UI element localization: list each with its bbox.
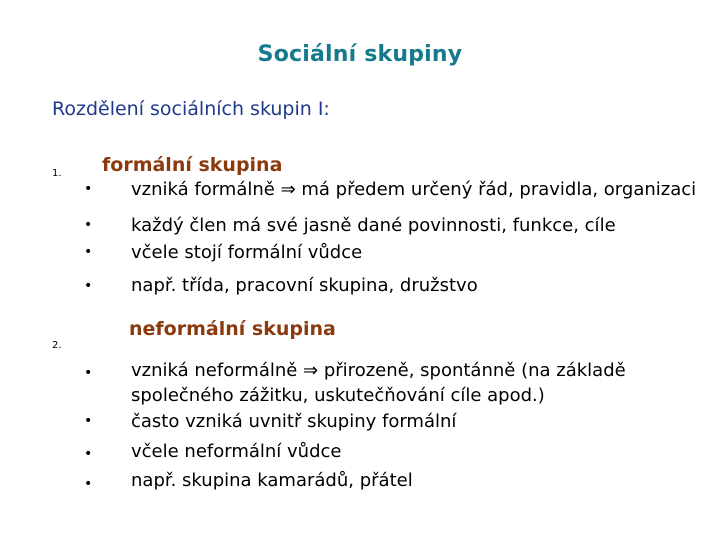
section-heading: neformální skupina <box>129 318 336 340</box>
list-item: včele neformální vůdce <box>131 441 342 462</box>
bullet-icon: • <box>84 446 93 462</box>
subtitle: Rozdělení sociálních skupin I: <box>52 98 330 120</box>
section-number: 2. <box>52 340 62 351</box>
list-item: včele stojí formální vůdce <box>131 242 363 263</box>
section-number: 1. <box>52 168 62 179</box>
list-item: vzniká neformálně ⇒ přirozeně, spontánně (na základě <box>131 360 626 381</box>
bullet-icon: • <box>84 244 93 260</box>
list-item: každý člen má své jasně dané povinnosti, funkce, cíle <box>131 215 616 236</box>
section-heading: formální skupina <box>102 154 283 176</box>
list-item: např. třída, pracovní skupina, družstvo <box>131 275 478 296</box>
list-item: často vzniká uvnitř skupiny formální <box>131 411 457 432</box>
bullet-icon: • <box>84 413 93 429</box>
bullet-icon: • <box>84 365 93 381</box>
bullet-icon: • <box>84 181 93 197</box>
list-item: např. skupina kamarádů, přátel <box>131 470 413 491</box>
list-item-continuation: společného zážitku, uskutečňování cíle apod.) <box>131 385 545 406</box>
bullet-icon: • <box>84 217 93 233</box>
bullet-icon: • <box>84 278 93 294</box>
bullet-icon: • <box>84 476 93 492</box>
page-title: Sociální skupiny <box>257 42 463 67</box>
list-item: vzniká formálně ⇒ má předem určený řád, pravidla, organizaci <box>131 179 697 200</box>
